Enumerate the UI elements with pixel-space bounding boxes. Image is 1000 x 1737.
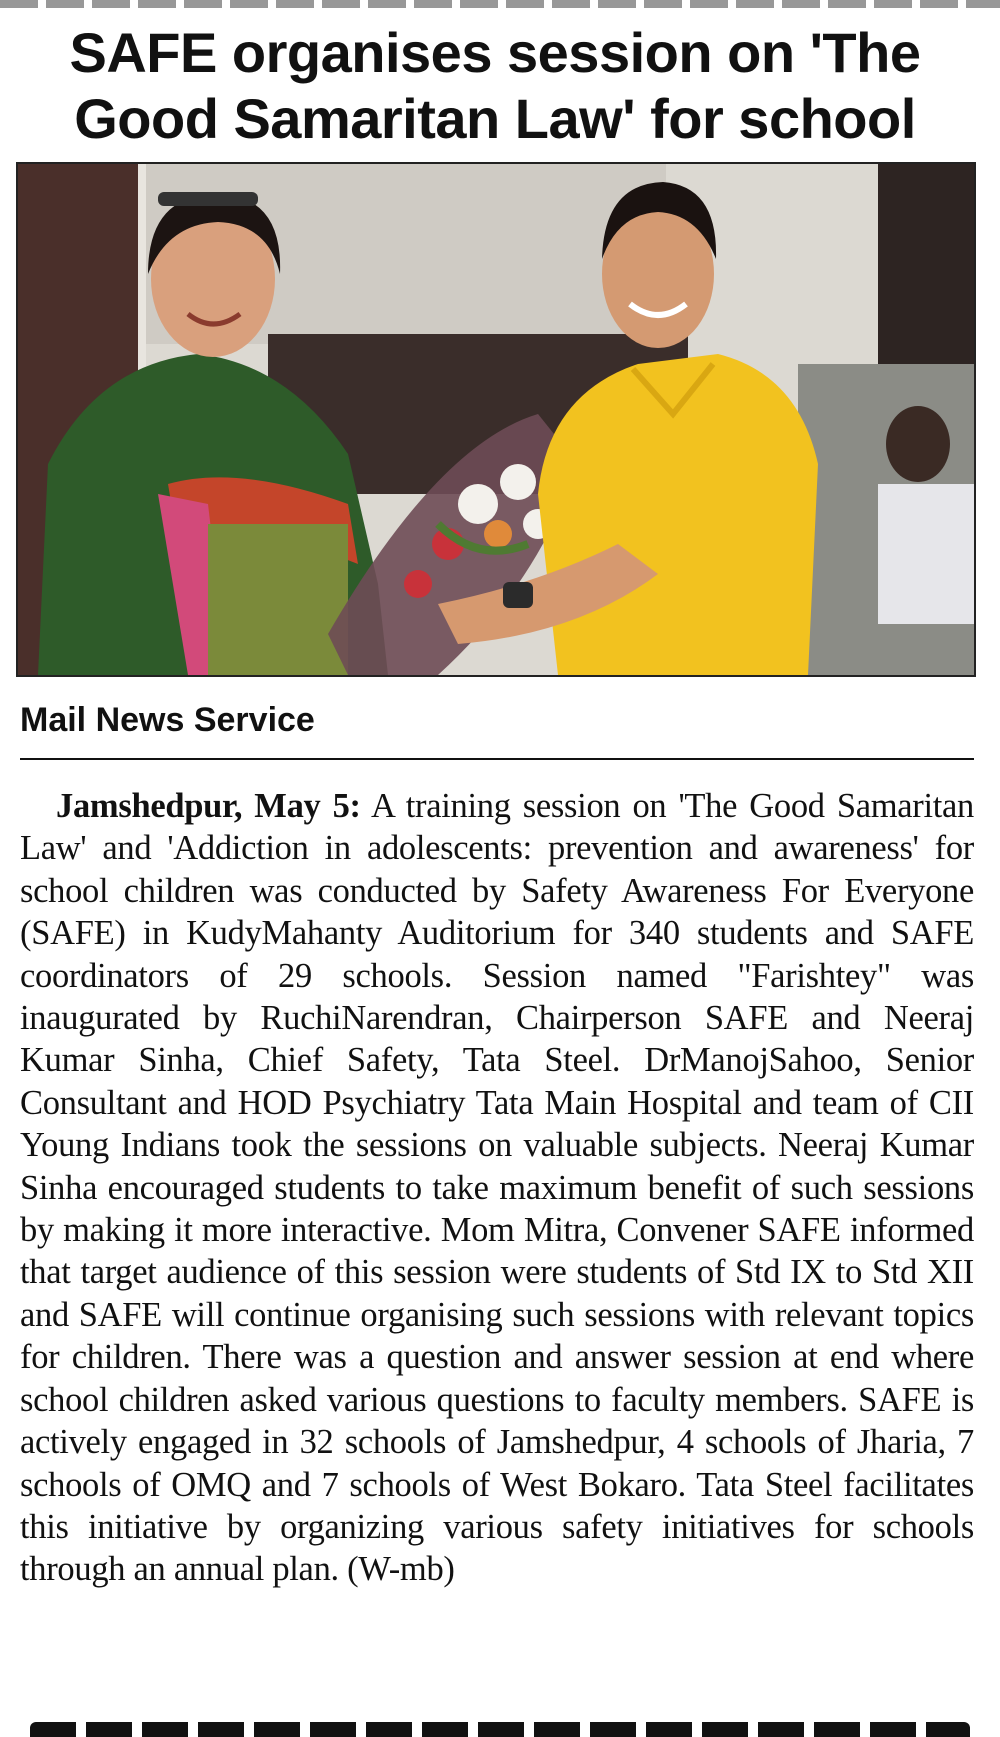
- previous-article-edge: [0, 0, 1000, 8]
- article-byline: Mail News Service: [20, 701, 315, 739]
- next-article-edge: [30, 1722, 970, 1737]
- article-dateline: Jamshedpur, May 5:: [56, 787, 361, 825]
- article-body-text: A training session on 'The Good Samaritan Law' and 'Addiction in adolescents: prevention and awareness' for school children was conducted by Safety Awareness For Everyone (SAFE) in KudyMahanty Auditorium for 340 students and SAFE coordinators of 29 schools. Session named "Farishtey" was inaugurated by RuchiNarendran, Chairperson SAFE and Neeraj Kumar Sinha, Chief Safety, Tata Steel. DrManojSahoo, Senior Consultant and HOD Psychiatry Tata Main Hospital and team of CII Young Indians took the sessions on valuable subjects. Neeraj Kumar Sinha encouraged students to take maximum benefit of such sessions by making it more interactive. Mom Mitra, Convener SAFE informed that target audience of this session were students of Std IX to Std XII and SAFE will continue organising such sessions with relevant topics for children. There was a question and answer session at end where school children asked various questions to faculty members. SAFE is actively engaged in 32 schools of Jamshedpur, 4 schools of Jharia, 7 schools of OMQ and 7 schools of West Bokaro. Tata Steel facilitates this initiative by organizing various safety initiatives for schools through an annual plan. (W-mb): [20, 787, 975, 1589]
- byline-divider: [20, 758, 974, 760]
- article-headline: SAFE organises session on 'The Good Samaritan Law' for school: [69, 21, 921, 150]
- news-photo-icon: [16, 162, 976, 677]
- article-body: [20, 785, 974, 1591]
